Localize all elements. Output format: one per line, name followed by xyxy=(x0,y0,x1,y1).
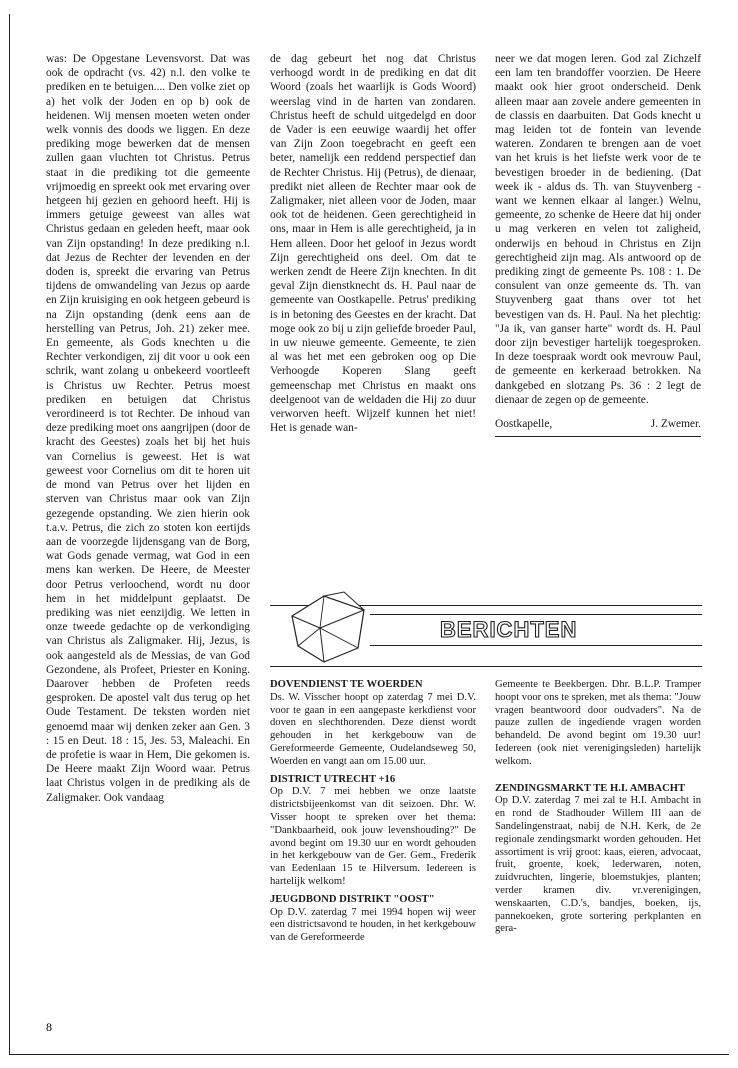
signature-name: J. Zwemer. xyxy=(650,418,701,431)
page-number: 8 xyxy=(46,1020,52,1034)
bericht-text: Op D.V. zaterdag 7 mei zal te H.I. Ambacht in en rond de Stadhouder Willem III aan de Sandelingenstraat, nabij de N.H. Kerk, de 2e regionale zendingsmarkt worden gehouden. Het assortiment is vrij groot: kaas, eieren, advocaat, fruit, groente, koek, lederwaren, noten, zuidvruchten, lingerie, bloemstukjes, planten; verder kramen div. vr.verenigingen, wenskaarten, C.D.'s, bandjes, boeken, ijs, pannekoeken, grote sortering perkplanten en gera- xyxy=(495,795,701,935)
berichten-column-1 xyxy=(270,679,476,945)
article-text-column-2: de dag gebeurt het nog dat Christus verhoogd wordt in de prediking en dat dit Woord (zoals het waarlijk is Gods Woord) weerslag vind in de harten van zondaren. Christus heeft de schuld uitgedelgd en door de Vader is een eeuwige waardij het offer van Zijn Zoon toegebracht en geeft een beter, namelijk een reddend perspectief dan de Rechter Christus. Hij (Petrus), de dienaar, predikt niet alleen de Rechter maar ook de Zaligmaker, niet alleen voor de Joden, maar ook tot de heidenen. Geen gerechtigheid in ons, maar in Hem is alle gerechtigheid, ja in Hem alleen. Door het geloof in Jezus wordt Zijn gerechtigheid ons deel. Om dat te werken zendt de Heere Zijn knechten. In dit geval Zijn dienstknecht ds. H. Paul naar de gemeente van Oostkapelle. Petrus' prediking is in betoning des Geestes en der kracht. Dat moge ook zo bij u zijn geliefde broeder Paul, in uw nieuwe gemeente. Gemeente, te zien al was het met een gebroken oog op Die Verhoogde Koperen Slang geeft gemeenschap met Christus en maakt ons deelgenoot van de weldaden die Hij zo duur verworven heeft. Wijzelf kunnen het niet! Het is genade wan- xyxy=(270,53,476,435)
bericht-heading: DISTRICT UTRECHT +16 xyxy=(270,773,396,785)
bericht-heading: DOVENDIENST TE WOERDEN xyxy=(270,679,423,690)
article-text-column-3: neer we dat mogen leren. God zal Zichzelf een lam ten brandoffer voorzien. De Heere maakt ook hier groot onderscheid. Denk alleen maar aan zovele andere gemeenten in de classis en daarbuiten. Dat Gods knecht u mag leiden tot de fontein van levende wateren. Zondaren te brengen aan de voet van het kruis is het liefste werk voor de te bevestigen broeder in de bediening. (Dat week ik - aldus ds. Th. van Stuyvenberg - want we kennen elkaar al langer.) Welnu, gemeente, zo schenke de Heere dat hij onder u mag verkeren en velen tot zaligheid, onderwijs en behoud in Christus en Zijn gerechtigheid zijn mag. Als antwoord op de prediking zingt de gemeente Ps. 108 : 1. De consulent van onze gemeente ds. Th. van Stuyvenberg gaat thans over tot het bevestigen van ds. H. Paul. Na het plechtig: "Ja ik, van ganser harte" wordt ds. H. Paul door zijn bevestiger hartelijk toegesproken. In deze toespraak wordt ook mevrouw Paul, de gemeente en kerkeraad betrokken. Na dankgebed en slotzang Ps. 36 : 2 legt de dienaar de zegen op de gemeente. xyxy=(495,53,701,406)
bericht-heading: JEUGDBOND DISTRIKT "OOST" xyxy=(270,893,435,905)
article-column-1 xyxy=(46,52,250,805)
berichten-column-2 xyxy=(495,679,701,936)
article-column-3 xyxy=(495,52,701,437)
article-column-2 xyxy=(270,52,476,435)
page-border-left xyxy=(9,14,10,1054)
berichten-banner xyxy=(270,590,702,668)
signature-line xyxy=(495,417,701,437)
bericht-heading: ZENDINGSMARKT TE H.I. AMBACHT xyxy=(495,782,686,794)
bericht-text: Op D.V. zaterdag 7 mei 1994 hopen wij weer een districtsavond te houden, in het kerkgebouw van de Gereformeerde xyxy=(270,906,476,944)
article-text-column-1: was: De Opgestane Levensvorst. Dat was ook de opdracht (vs. 42) n.l. den volke te prediken en te betuigen.... Den volke ziet op a) het volk der Joden en op b) ook de heidenen. Wij mensen moeten weten onder welk vonnis des doods we liggen. En deze prediking moge bewerken dat de mensen zullen gaan vluchten tot Christus. Petrus staat in die prediking tot die gemeente vrijmoedig en spreekt ook met ervaring over hetgeen hij gezien en gehoord heeft. Hij is immers getuige geweest van alles wat Christus gedaan en geleden heeft, maar ook van Zijn opstanding! In deze prediking n.l. dat Jezus de Rechter der levenden en der doden is, spreekt die ervaring van Petrus tijdens de omwandeling van Jezus op aarde en Zijn kruisiging en ook hetgeen gebeurd is na Zijn opstanding (denk eens aan de herstelling van Petrus, Joh. 21) zeker mee. En gemeente, als Gods knechten u die Rechter verkondigen, zij dit voor u ook een schrik, want zolang u onbekeerd voortleeft is Christus uw Rechter. Petrus moest prediken en betuigen dat Christus verordineerd is tot Rechter. De inhoud van deze prediking moet ons aangrijpen (door de kracht des Geestes) zoals het bij het huis van Cornelius is geweest. Het is wat geweest voor Cornelius om dit te horen uit de mond van Petrus over het lijden en sterven van Christus maar ook van Zijn gezegende opstanding. We zien hierin ook t.a.v. Petrus, die zich zo stoten kon eertijds aan de voorzegde lijdensgang van de Borg, wat Gods genade vermag, wat God in een mens kan werken. De Heere, de Meester door Petrus verloochend, wordt nu door hem in het middelpunt geplaatst. De prediking was niet eenzijdig. We letten in onze tweede gedachte op de verkondiging van Christus als Zaligmaker. Hij, Jezus, is ook aangesteld als de Messias, de van God Gezondene, als Profeet, Priester en Koning. Daarover hebben de Profeten reeds gesproken. De apostel valt dus terug op het Oude Testament. De teksten worden niet genoemd maar wij denken zeker aan Gen. 3 : 15 en Deut. 18 : 15, Jes. 53, Maleachi. En de profetie is waar in Hem, Die gekomen is. De Heere maakt Zijn Woord waar. Petrus laat Christus volgen in de prediking als de Zaligmaker. Ook vandaag xyxy=(46,53,250,804)
bericht-text: Op D.V. 7 mei hebben we onze laatste districtsbijeenkomst van dit seizoen. Dhr. W. Visser hoopt te spreken over het thema: "Dankbaarheid, ook jouw levenshouding?" De avond begint om 19.30 uur en wordt gehouden in het kerkgebouw van de Ger. Gem., Frederik van Eedenlaan 15 te Hilversum. Iedereen is hartelijk welkom! xyxy=(270,786,476,887)
berichten-title: BERICHTEN xyxy=(440,617,578,642)
page-border-bottom xyxy=(9,1054,729,1055)
bericht-text: Ds. W. Visscher hoopt op zaterdag 7 mei D.V. voor te gaan in een aangepaste kerkdienst voor doven en slechthorenden. Deze dienst wordt gehouden in het kerkgebouw van de Gereformeerde Gemeente, Oudelandseweg 50, Woerden en vangt aan om 15.00 uur. xyxy=(270,691,476,767)
paper-polyhedron-icon xyxy=(272,590,392,668)
bericht-text-continuation: Gemeente te Beekbergen. Dhr. B.L.P. Tramper hoopt voor ons te spreken, met als thema: "Jouw vragen beantwoord door oudvaders". Na de pauze zullen de ingediende vragen worden behandeld. De avond begint om 19.30 uur! Iedereen (ook niet verenigingsleden) hartelijk welkom. xyxy=(495,679,701,767)
signature-place: Oostkapelle, xyxy=(495,418,553,431)
